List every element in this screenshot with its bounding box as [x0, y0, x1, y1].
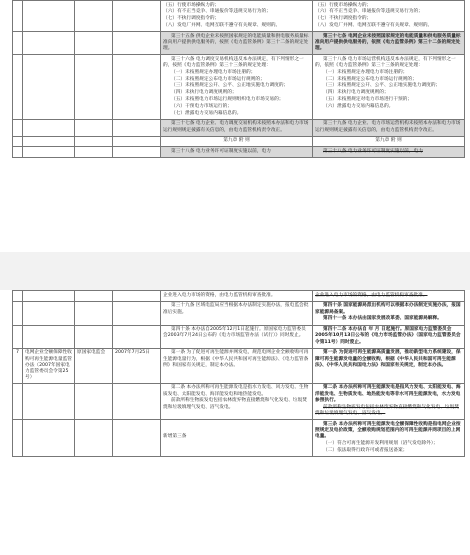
article-text: 第四十一条 本办法由国家发展改革委、国家能源局解释。 — [323, 316, 442, 322]
row-number: 7 — [13, 348, 23, 383]
table-cell — [23, 1, 75, 32]
article-text: 第三十九条 区域电监局应当根据本办法制定实施办法，报电监会批准后实施。 — [163, 303, 309, 315]
chapter-heading: 第九章 附 则 — [161, 136, 313, 146]
new-text-cell — [313, 1, 465, 32]
list-item: （六）有不正当竞争、串通报价等违规交易行为的； — [163, 9, 271, 15]
list-item: （三）未按照规定公开、公平、公正地实施电力调度的； — [171, 83, 289, 89]
regulation-name: 电网企业全额保障性收购可再生能源电量监管办法（2007年国家电力监管委员会令第25号） — [23, 348, 75, 383]
new-text-cell — [313, 119, 465, 136]
table-row — [13, 301, 465, 325]
table-row — [13, 325, 465, 348]
article-text: 第三十六条 电力调度交易机构违反本办法规定，有下列情形之一的，按照《电力监管条例》第三十三条的规定处理： — [163, 56, 304, 69]
list-item: （二）未按照规定公布电力市场运行规则的； — [171, 76, 265, 82]
article-text: 第一条 为促进可再生能源高质量发展，推动新型电力系统建设，保障可再生能源发电量的全额收购，根据《中华人民共和国可再生能源法》、《中华人民共和国电力法》和国家有关规定，制定本办法。 — [315, 350, 461, 368]
list-item: （六）泄露电力交易内幕信息的。 — [323, 103, 394, 109]
article-text: 第四十条 本办法自2005年12月1日起施行。原国家电力监管委员会2003年7月24日公布的《电力市场监管办法（试行）》同时废止。 — [163, 327, 306, 339]
table-row — [13, 32, 465, 55]
article-text: 前款所称生物质发电包括农林废弃物直接燃烧和气化发电、垃圾焚烧和垃圾填埋气发电、沼气发电。 — [163, 398, 307, 410]
article-text: 第三十七条 电网企业未按照国家规定的电能质量和供电服务质量标准向用户提供供电服务的，依照《电力监管条例》第三十二条的规定处理。 — [315, 33, 461, 52]
list-item: （八）发电厂并网、电网互联不遵守有关规章、规则的。 — [163, 22, 281, 28]
new-text-cell — [313, 348, 465, 383]
chapter-heading: 第九章 附 则 — [313, 136, 465, 146]
new-article-note — [161, 420, 313, 457]
old-text-cell — [161, 1, 313, 32]
list-item: （一）未按照规定办理电力市场注册的； — [323, 69, 408, 75]
issuing-agency: 原国家电监会 — [75, 348, 113, 383]
list-item: （二）未按照规定公布电力市场运行规则的； — [323, 76, 417, 82]
article-text: 前款所称生物质发电包括农林废弃物直接燃烧和气化发电、垃圾焚烧和垃圾填埋气发电、沼气发电。 — [315, 404, 459, 416]
new-text-cell — [313, 55, 465, 120]
new-text-cell — [313, 147, 465, 158]
table-cell — [113, 1, 161, 32]
old-text-cell — [161, 348, 313, 383]
list-item: （七）泄露电力交易内幕信息的。 — [171, 110, 242, 116]
article-text: 第三条 本办法所称可再生能源发电全额保障性收购是指电网企业按照规定及电价政策，全额收购规划范围内的可再生能源并网项目的上网电量。 — [315, 421, 461, 439]
list-item: （五）未按照规定对电力市场进行干预的； — [323, 97, 413, 103]
page-gap — [0, 252, 470, 290]
article-text: 企业进入电力市场的资格，由电力监管机构审查批准。 — [163, 292, 276, 298]
comparison-table-lower — [12, 290, 465, 457]
new-text-cell — [313, 301, 465, 325]
table-cell — [13, 1, 23, 32]
table-row — [13, 420, 465, 457]
table-row — [13, 136, 465, 146]
table-row — [13, 348, 465, 383]
article-text: 第三十八条 电力业务许可证制度实施以前，电力 — [171, 148, 271, 154]
old-text-cell — [161, 301, 313, 325]
list-item: （一）未按照规定办理电力市场注册的； — [171, 69, 256, 75]
old-text-cell — [161, 147, 313, 158]
list-item: （七）不执行调度指令的； — [315, 16, 372, 22]
list-item: （五）行使市场操纵力的； — [315, 2, 372, 8]
table-row — [13, 119, 465, 136]
list-item: （四）未执行电力调度规则的； — [323, 90, 389, 96]
article-text: 第一条 为了促进可再生能源并网发电，规范电网企业全额收购可再生能源电量行为，根据《中华人民共和国可再生能源法》、《电力监管条例》和国家有关规定，制定本办法。 — [163, 350, 309, 368]
article-text: 第四十条 国家能源局派出机构可以根据本办法制定实施办法，报国家能源局备案。 — [315, 303, 461, 315]
new-text-cell — [313, 325, 465, 348]
old-text-cell — [161, 55, 313, 120]
article-text: 第三十八条 电力市场运营机构违反本办法规定，有下列情形之一的，依照《电力监管条例》第三十三条的规定处理： — [315, 56, 456, 69]
old-text-cell — [161, 291, 313, 302]
article-text: 第四十二条 本办法自 年 月 日起施行。原国家电力监管委员会2005年10月13日公布的《电力市场监管办法》（国家电力监管委员会令第11号）同时废止。 — [315, 327, 461, 345]
table-row — [13, 1, 465, 32]
list-item: （八）发电厂并网、电网互联不遵守有关规章、规则的。 — [315, 22, 433, 28]
new-text-cell — [313, 291, 465, 302]
comparison-table-upper — [12, 0, 465, 158]
new-text-cell — [313, 383, 465, 419]
document-page-2 — [0, 290, 470, 555]
article-text: 新增第三条 — [163, 434, 187, 440]
table-row — [13, 147, 465, 158]
table-row — [13, 55, 465, 120]
list-item: （四）未执行电力调度规则的； — [171, 90, 237, 96]
list-item: （三）未按照规定公开、公平、公正地实施电力调度的； — [323, 83, 441, 89]
list-item: （六）干预电力市场运行的； — [171, 103, 232, 109]
list-item: （五）未按照电力市场运行规则组织电力市场交易的； — [171, 97, 284, 103]
list-item: （六）有不正当竞争、串通报价等违规交易行为的； — [315, 9, 423, 15]
table-cell — [75, 1, 113, 32]
article-text: 第三十七条 电力企业、电力调度交易机构未按照本办法和电力市场运行规则规定披露有关信息的，由电力监管机构责令改正。 — [163, 121, 309, 133]
old-text-cell — [161, 325, 313, 348]
list-item: （二）依法取得行政许可或者报送备案； — [323, 447, 408, 453]
article-text: 第二条 本办法所称可再生能源发电是指风力发电、太阳能发电、海洋能发电、生物质发电、地热能发电等非水可再生能源发电，水力发电参照执行。 — [315, 385, 461, 403]
old-text-cell — [161, 119, 313, 136]
table-row — [13, 383, 465, 419]
new-text-cell — [313, 420, 465, 457]
table-row — [13, 291, 465, 302]
list-item: （七）不执行调度指令的； — [163, 16, 220, 22]
article-text: 企业进入电力市场的资格，由电力监管机构审查批准。 — [315, 292, 428, 298]
old-text-cell — [161, 383, 313, 419]
article-text: 第二条 本办法所称可再生能源发电是指水力发电、风力发电、生物质发电、太阳能发电、海洋能发电和地热能发电。 — [163, 385, 309, 397]
issue-date: 2007年7月25日 — [113, 348, 161, 383]
document-page-1 — [0, 0, 470, 252]
list-item: （五）行使市场操纵力的； — [163, 2, 220, 8]
new-text-cell — [313, 32, 465, 55]
article-text: 第三十八条 电力业务许可证制度实施以前，电力 — [323, 148, 423, 154]
old-text-cell — [161, 32, 313, 55]
article-text: 第三十九条 电力企业、电力市场运营机构未按照本办法和电力市场运行规则规定披露有关信息的，由电力监管机构责令改正。 — [315, 121, 461, 133]
article-text: 第三十五条 供电企业未按照国家规定的电能质量和供电服务质量标准向用户提供供电服务的，按照《电力监管条例》第三十二条的规定处理。 — [163, 33, 309, 52]
list-item: （一）符合可再生能源开发利用规划（沼气发电除外）； — [323, 440, 438, 446]
